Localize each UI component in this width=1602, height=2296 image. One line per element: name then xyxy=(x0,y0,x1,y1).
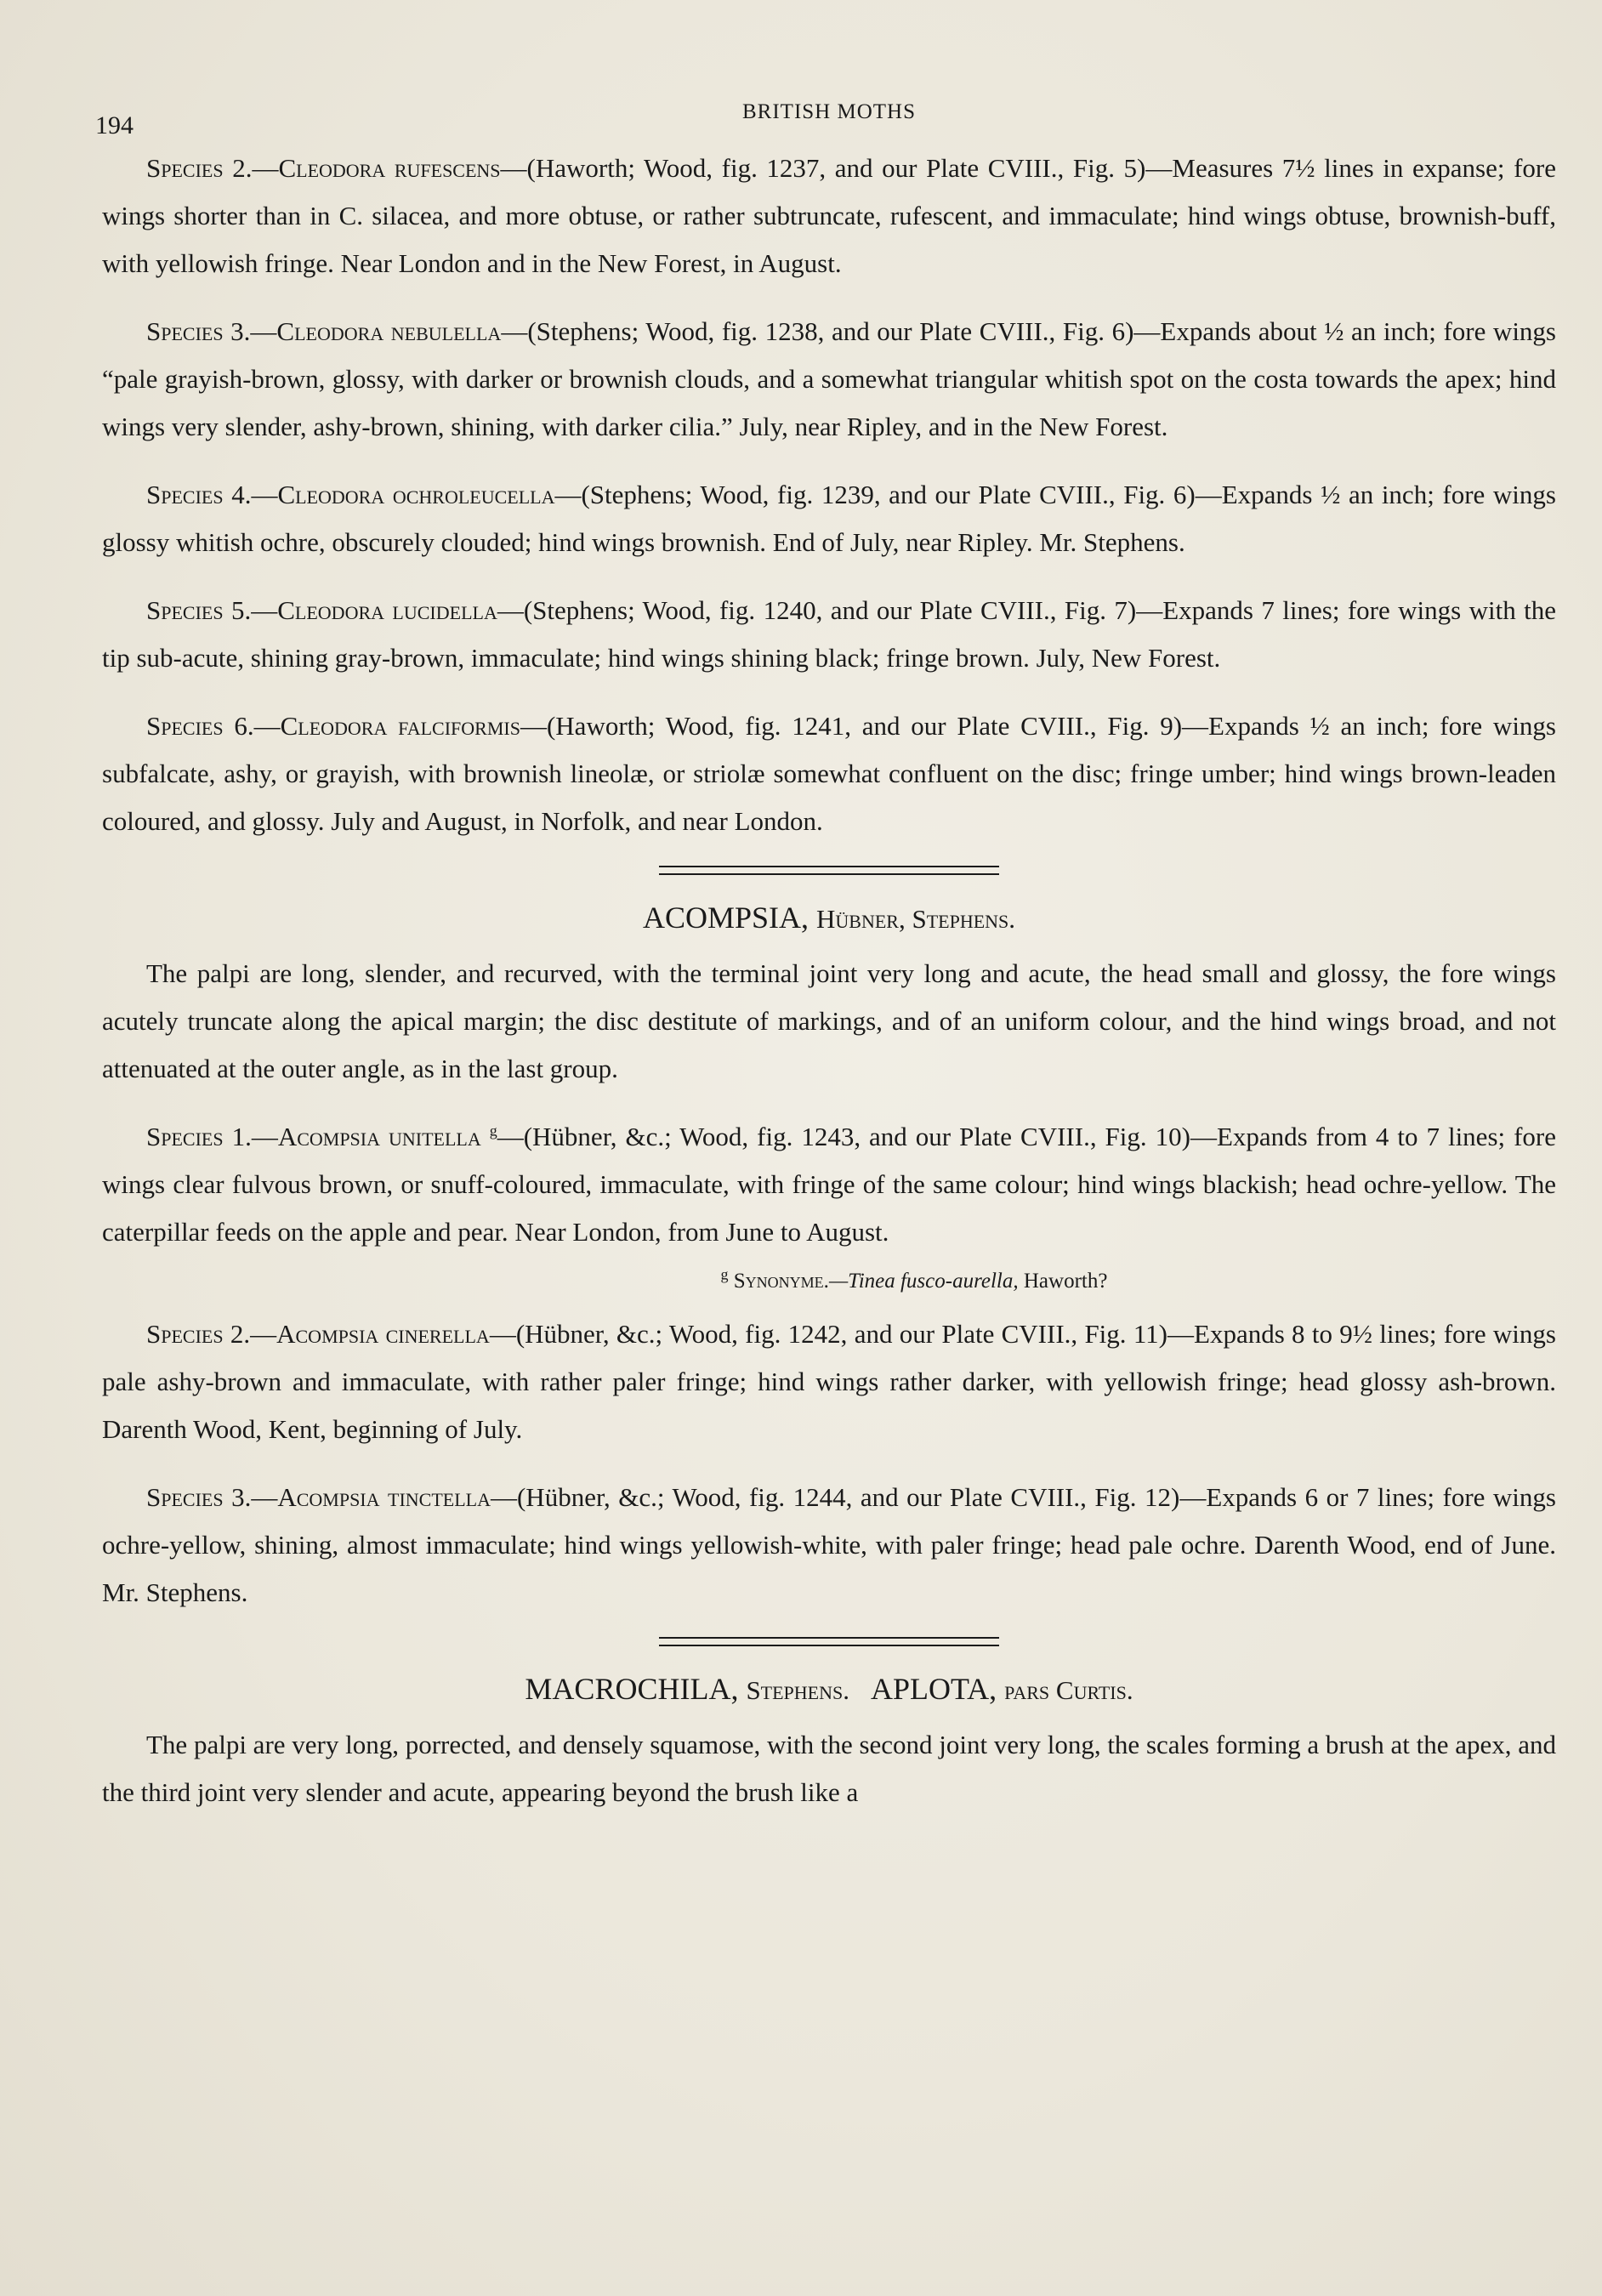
species-text: —(Stephens; Wood, fig. 1238, and our Plate CVIII., Fig. 6)—Expands about ½ an inch; fore wings “pale grayish-brown, glossy, with darker or brownish clouds, and a somewhat triangular whitish spot on the costa towards the apex; hind wings very slender, ashy-brown, shining, with darker cilia.” July, near Ripley, and in the New Forest. xyxy=(102,316,1556,441)
species-entry xyxy=(102,308,1556,451)
genus-name: MACROCHILA, xyxy=(525,1672,739,1706)
species-label: Species 5.—Cleodora lucidella xyxy=(146,595,497,625)
species-text: —(Hübner, &c.; Wood, fig. 1243, and our Plate CVIII., Fig. 10)—Expands from 4 to 7 lines; fore wings clear fulvous brown, or snuff-coloured, immaculate, with fringe of the same colour; hind wings blackish; head ochre-yellow. The caterpillar feeds on the apple and pear. Near London, from June to August. xyxy=(102,1122,1557,1247)
footnote xyxy=(102,1265,1556,1299)
species-text: —(Hübner, &c.; Wood, fig. 1242, and our Plate CVIII., Fig. 11)—Expands 8 to 9½ lines; fore wings pale ashy-brown and immaculate, with rather paler fringe; hind wings rather darker, with yellowish fringe; head glossy ash-brown. Darenth Wood, Kent, beginning of July. xyxy=(102,1319,1556,1444)
species-entry xyxy=(102,587,1556,682)
page-header xyxy=(95,85,1556,145)
footnote-name: —Tinea fusco-aurella, xyxy=(828,1270,1019,1293)
genus-heading-macrochila xyxy=(102,1665,1556,1714)
species-text: —(Stephens; Wood, fig. 1240, and our Plate CVIII., Fig. 7)—Expands 7 lines; fore wings with the tip sub-acute, shining gray-brown, immaculate; hind wings shining black; fringe brown. July, New Forest. xyxy=(102,595,1556,673)
species-entry xyxy=(102,1474,1556,1617)
footnote-label: Synonyme. xyxy=(733,1270,829,1293)
genus-name: ACOMPSIA, xyxy=(642,901,810,935)
species-label: Species 1.—Acompsia unitella xyxy=(146,1122,481,1151)
species-label: Species 3.—Acompsia tinctella xyxy=(146,1482,491,1512)
species-text: —(Hübner, &c.; Wood, fig. 1244, and our Plate CVIII., Fig. 12)—Expands 6 or 7 lines; fore wings ochre-yellow, shining, almost immaculate; hind wings yellowish-white, with paler fringe; head pale ochre. Darenth Wood, end of June. Mr. Stephens. xyxy=(102,1482,1556,1607)
genus-description: The palpi are very long, porrected, and densely squamose, with the second joint very long, the scales forming a brush at the apex, and the third joint very slender and acute, appearing beyond the brush like a xyxy=(102,1730,1557,1807)
species-text: —(Stephens; Wood, fig. 1239, and our Plate CVIII., Fig. 6)—Expands ½ an inch; fore wings glossy whitish ochre, obscurely clouded; hind wings brownish. End of July, near Ripley. Mr. Stephens. xyxy=(102,480,1556,557)
section-divider xyxy=(659,866,999,875)
species-entry xyxy=(102,1310,1556,1453)
species-label: Species 3.—Cleodora nebulella xyxy=(146,316,502,346)
page-number: 194 xyxy=(95,111,134,139)
species-text: —(Haworth; Wood, fig. 1241, and our Plate CVIII., Fig. 9)—Expands ½ an inch; fore wings subfalcate, ashy, or grayish, with brownish lineolæ, or striolæ somewhat confluent on the disc; fringe umber; hind wings brown-leaden coloured, and glossy. July and August, in Norfolk, and near London. xyxy=(102,711,1557,836)
genus-authors: pars Curtis. xyxy=(1004,1675,1133,1705)
species-entry xyxy=(102,702,1556,845)
species-label: Species 2.—Cleodora rufescens xyxy=(146,153,501,183)
species-entry xyxy=(102,145,1556,287)
footnote-mark: g xyxy=(720,1265,729,1283)
genus-description: The palpi are long, slender, and recurved, with the terminal joint very long and acute, the head small and glossy, the fore wings acutely truncate along the apical margin; the disc destitute of markings, and of an uniform colour, and the hind wings broad, and not attenuated at the outer angle, as in the last group. xyxy=(102,958,1556,1083)
page-content xyxy=(95,85,1557,1837)
genus-heading-acompsia xyxy=(102,894,1556,943)
running-title: BRITISH MOTHS xyxy=(742,100,916,123)
species-entry xyxy=(102,471,1556,566)
section-divider xyxy=(659,1637,999,1646)
species-label: Species 4.—Cleodora ochroleucella xyxy=(146,480,555,509)
footnote-mark: g xyxy=(489,1122,497,1139)
species-text: —(Haworth; Wood, fig. 1237, and our Plate CVIII., Fig. 5)—Measures 7½ lines in expanse; fore wings shorter than in C. silacea, and more obtuse, or rather subtruncate, rufescent, and immaculate; hind wings obtuse, brownish-buff, with yellowish fringe. Near London and in the New Forest, in August. xyxy=(102,153,1556,278)
genus-authors: Stephens. xyxy=(746,1675,849,1705)
species-label: Species 2.—Acompsia cinerella xyxy=(146,1319,490,1349)
genus-authors: Hübner, Stephens. xyxy=(816,904,1016,934)
species-label: Species 6.—Cleodora falciformis xyxy=(146,711,520,741)
genus-name: APLOTA, xyxy=(871,1672,997,1706)
species-entry xyxy=(102,1113,1556,1256)
footnote-author: Haworth? xyxy=(1023,1270,1108,1293)
